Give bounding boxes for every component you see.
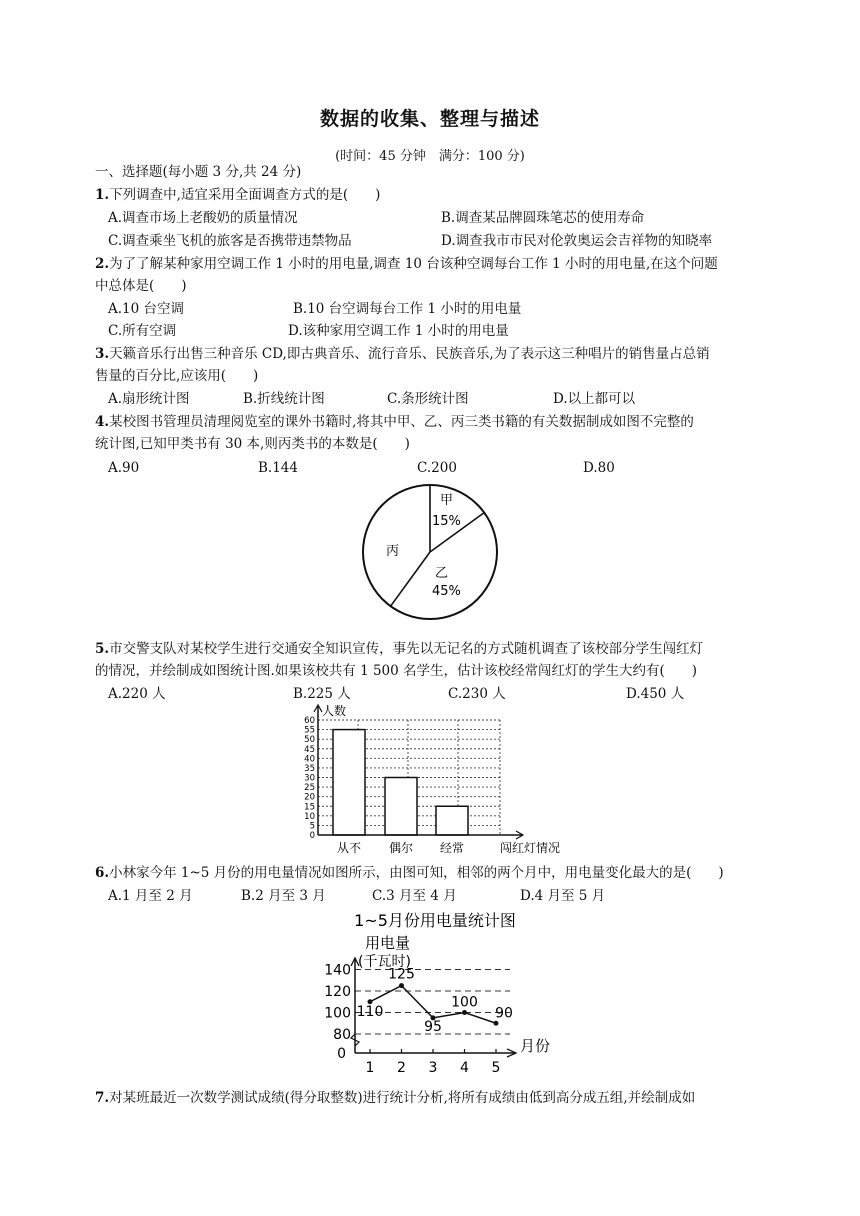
page-subtitle: (时间：45 分钟 满分：100 分) — [335, 149, 525, 164]
line-chart-title: 1~5月份用电量统计图 — [354, 911, 516, 930]
line-point-label: 125 — [388, 966, 415, 983]
bar-y-tick: 15 — [304, 802, 315, 813]
option-b: B.10 台空调每台工作 1 小时的用电量 — [293, 301, 522, 317]
question-stem: 市交警支队对某校学生进行交通安全知识宣传，事先以无记名的方式随机调查了该校部分学生闯红灯 — [109, 641, 704, 657]
option-c: C.条形统计图 — [387, 391, 469, 407]
option-a: A.调查市场上老酸奶的质量情况 — [108, 210, 298, 226]
question-3 — [95, 343, 710, 365]
question-stem: 小林家今年 1~5 月份的用电量情况如图所示，由图可知，相邻的两个月中，用电量变化最大的是( ) — [109, 865, 724, 881]
line-y-tick: 100 — [324, 1005, 351, 1022]
line-x-tick: 1 — [365, 1060, 375, 1076]
question-stem: 对某班最近一次数学测试成绩(得分取整数)进行统计分析,将所有成绩由低到高分成五组,并绘制成如 — [109, 1090, 696, 1106]
bar-category-label: 经常 — [439, 841, 465, 855]
line-x-tick: 5 — [491, 1060, 501, 1076]
option-c: C.200 — [417, 460, 457, 476]
option-a: A.10 台空调 — [108, 301, 185, 317]
bar — [385, 778, 417, 836]
bar-y-title: 人数 — [322, 704, 347, 718]
question-6 — [95, 862, 724, 884]
page-title: 数据的收集、整理与描述 — [319, 108, 540, 130]
option-c: C.所有空调 — [108, 323, 177, 339]
question-number: 3. — [95, 346, 110, 362]
line-y-tick: 140 — [324, 962, 351, 979]
option-c: C.3 月至 4 月 — [372, 888, 457, 904]
option-b: B.调查某品牌圆珠笔芯的使用寿命 — [441, 210, 645, 226]
option-b: B.144 — [258, 460, 298, 476]
question-number: 6. — [95, 865, 110, 881]
question-stem-cont: 售量的百分比,应该用( ) — [95, 368, 259, 384]
question-stem: 下列调查中,适宜采用全面调查方式的是( ) — [109, 187, 381, 203]
option-d: D.以上都可以 — [553, 391, 636, 407]
question-stem: 天籁音乐行出售三种音乐 CD,即古典音乐、流行音乐、民族音乐,为了表示这三种唱片的销售量占总销 — [109, 346, 710, 362]
option-b: B.225 人 — [293, 686, 351, 702]
line-point-label: 110 — [356, 1003, 384, 1020]
option-b: B.折线统计图 — [243, 391, 325, 407]
option-c: C.调查乘坐飞机的旅客是否携带违禁物品 — [108, 233, 352, 249]
bar-y-tick: 20 — [304, 792, 315, 803]
option-d: D.该种家用空调工作 1 小时的用电量 — [288, 323, 509, 339]
bar-category-label: 偶尔 — [388, 841, 414, 855]
line-y-tick: 0 — [337, 1046, 346, 1062]
bar-chart — [290, 702, 565, 860]
bar-y-tick: 5 — [309, 821, 315, 832]
bar-y-tick: 55 — [304, 725, 315, 736]
line-y-title: 用电量 — [365, 934, 411, 952]
line-x-tick: 4 — [460, 1060, 469, 1076]
option-a: A.扇形统计图 — [108, 391, 190, 407]
question-stem: 某校图书管理员清理阅览室的课外书籍时,将其中甲、乙、丙三类书籍的有关数据制成如图不完整的 — [109, 414, 694, 430]
question-number: 4. — [95, 414, 110, 430]
bar-y-tick: 30 — [304, 773, 315, 784]
option-d: D.4 月至 5 月 — [520, 888, 606, 904]
question-stem: 为了了解某种家用空调工作 1 小时的用电量,调查 10 台该种空调每台工作 1 小时的用电量,在这个问题 — [109, 256, 718, 272]
question-number: 2. — [95, 256, 110, 272]
bar-y-tick: 60 — [304, 716, 315, 726]
question-2 — [95, 253, 718, 275]
pie-label-yi: 乙 — [435, 566, 449, 581]
line-y-unit: (千瓦时) — [358, 954, 411, 970]
line-point-label: 100 — [451, 994, 478, 1011]
pie-value-yi: 45% — [432, 584, 461, 599]
option-c: C.230 人 — [448, 686, 506, 702]
bar-y-tick: 25 — [304, 783, 315, 794]
bar — [436, 806, 468, 835]
option-d: D.80 — [583, 460, 615, 476]
question-stem-cont: 统计图,已知甲类书有 30 本,则丙类书的本数是( ) — [95, 436, 410, 452]
line-x-tick: 2 — [397, 1060, 406, 1076]
option-a: A.1 月至 2 月 — [108, 888, 193, 904]
option-b: B.2 月至 3 月 — [241, 888, 326, 904]
question-number: 5. — [95, 641, 110, 657]
line-point — [399, 983, 404, 988]
bar-y-tick: 35 — [304, 763, 315, 774]
bar-y-tick: 45 — [304, 744, 315, 755]
bar-y-tick: 40 — [304, 754, 315, 765]
line-point — [494, 1021, 499, 1026]
line-chart — [310, 906, 560, 1078]
option-a: A.90 — [108, 460, 140, 476]
line-point-label: 90 — [495, 1005, 513, 1022]
line-point — [462, 1010, 467, 1015]
line-point-label: 95 — [424, 1018, 442, 1035]
question-number: 7. — [95, 1090, 110, 1106]
pie-value-jia: 15% — [432, 514, 461, 529]
pie-label-bing: 丙 — [386, 544, 400, 559]
question-1 — [95, 184, 380, 206]
question-7 — [95, 1087, 695, 1109]
bar-x-title: 闯红灯情况 — [500, 841, 561, 855]
option-a: A.220 人 — [108, 686, 166, 702]
question-number: 1. — [95, 187, 110, 203]
option-d: D.调查我市市民对伦敦奥运会吉祥物的知晓率 — [441, 233, 713, 249]
line-x-tick: 3 — [428, 1060, 438, 1076]
bar — [333, 730, 365, 835]
section-heading: 一、选择题(每小题 3 分,共 24 分) — [95, 164, 302, 180]
pie-label-jia: 甲 — [440, 493, 454, 508]
question-4 — [95, 411, 694, 433]
option-d: D.450 人 — [626, 686, 685, 702]
bar-y-tick: 50 — [304, 735, 315, 746]
question-stem-cont: 中总体是( ) — [95, 278, 187, 294]
bar-category-label: 从不 — [336, 841, 362, 855]
line-x-title: 月份 — [520, 1037, 551, 1055]
question-stem-cont: 的情况，并绘制成如图统计图.如果该校共有 1 500 名学生，估计该校经常闯红灯的学生大约有( ) — [95, 663, 698, 679]
line-y-tick: 120 — [324, 984, 351, 1000]
line-y-tick: 80 — [333, 1027, 351, 1043]
bar-y-tick: 0 — [309, 831, 315, 841]
bar-y-tick: 10 — [304, 811, 315, 822]
question-5 — [95, 638, 703, 660]
pie-chart — [360, 482, 500, 622]
